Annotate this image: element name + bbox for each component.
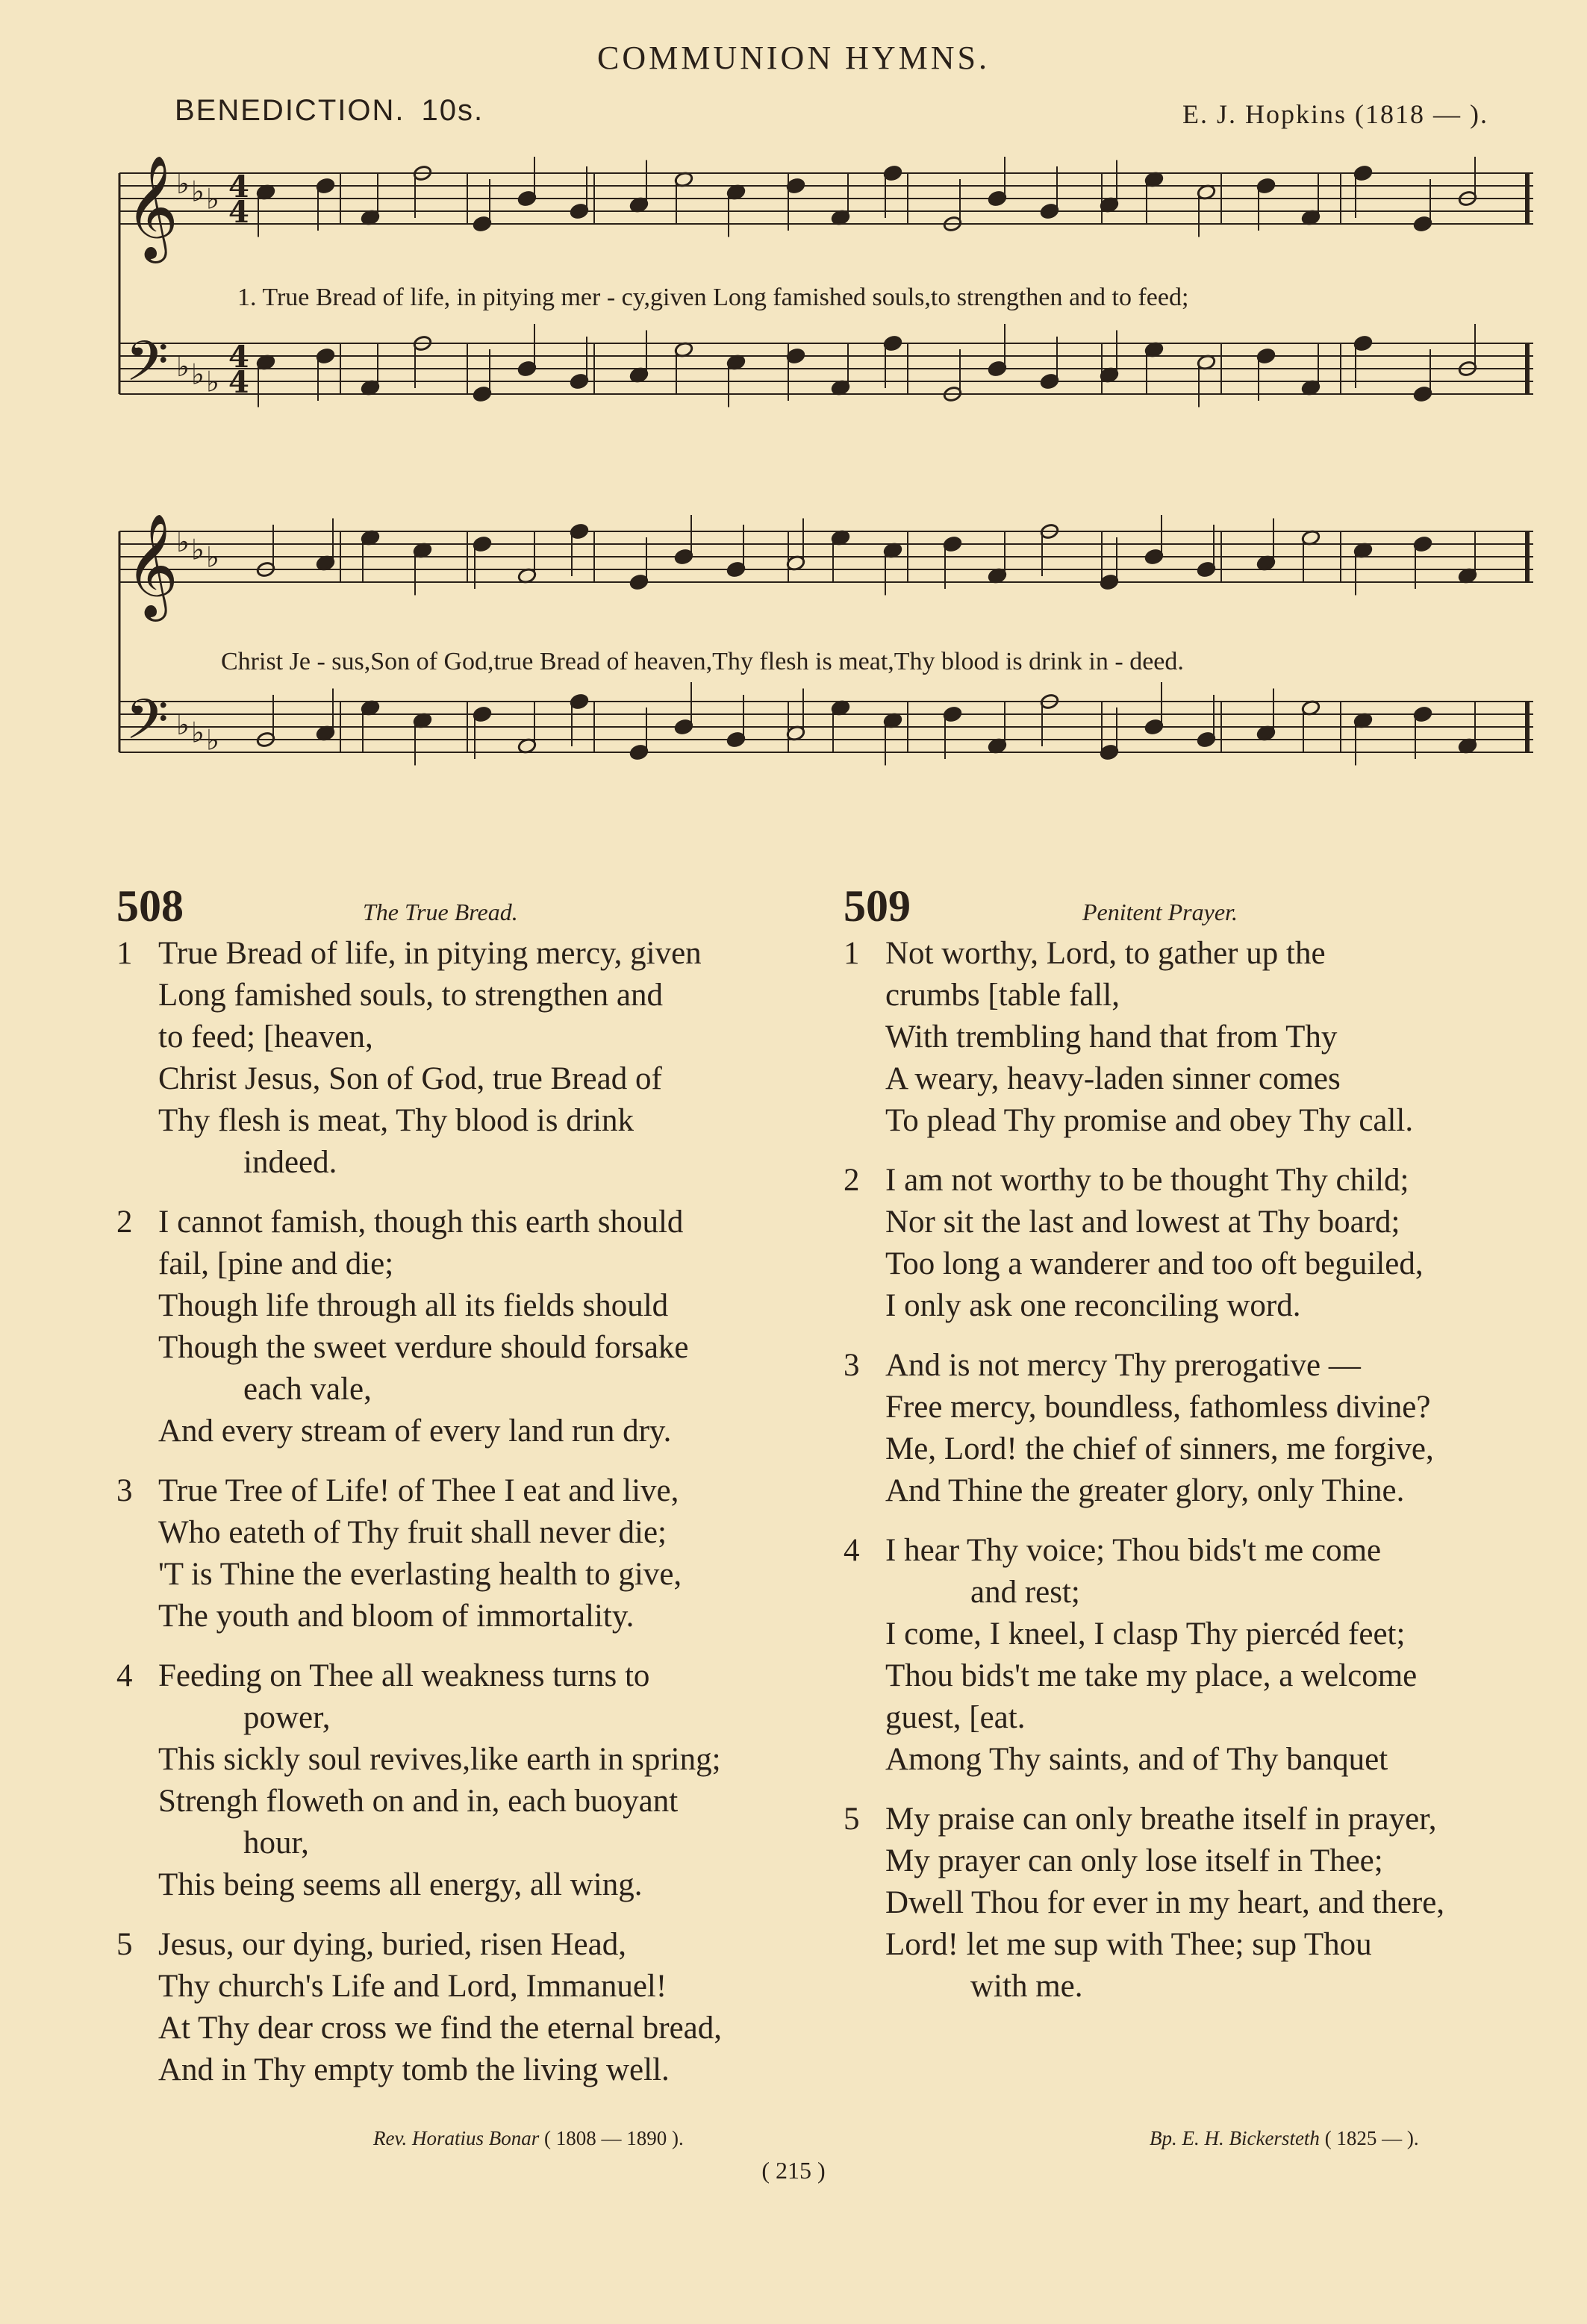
author-name: Bp. E. H. Bickersteth [1150,2127,1320,2149]
svg-text:♭: ♭ [191,175,205,208]
stanza-line-text: Free mercy, boundless, fathomless divine? [885,1390,1431,1425]
stanza-line-text: I cannot famish, though this earth should [158,1205,684,1240]
stanza-line [116,1411,818,1452]
stanza-line [844,933,1553,975]
svg-text:♭: ♭ [176,167,190,201]
stanza-line [116,933,818,975]
stanza-line-text: True Tree of Life! of Thee I eat and live, [158,1473,679,1508]
stanza-number: 3 [844,1348,860,1383]
stanza-line [116,1470,818,1512]
svg-text:♭: ♭ [191,716,205,749]
stanza-line-text: My prayer can only lose itself in Thee; [885,1843,1383,1878]
svg-text:♭: ♭ [191,533,205,566]
stanza-line [116,1864,818,1906]
stanza-line [844,1614,1553,1655]
stanza-line-text: Among Thy saints, and of Thy banquet [885,1742,1388,1777]
composer: E. J. Hopkins (1818 — ). [1182,99,1488,129]
stanza [116,1655,818,1906]
hymn-number: 508 [116,881,184,931]
stanza [844,1160,1553,1327]
stanza-line [844,1345,1553,1387]
svg-text:𝄞: 𝄞 [125,157,178,259]
stanza-line-text: hour, [243,1825,309,1861]
stanza-line [844,1243,1553,1285]
tune-name: BENEDICTION. [175,94,405,127]
stanza-line [116,1512,818,1554]
stanza-line [116,1781,818,1822]
stanza-number: 4 [844,1533,860,1568]
stanza-line [116,1202,818,1243]
stanza [116,1202,818,1452]
stanza-line [844,1058,1553,1100]
author-dates: ( 1808 — 1890 ). [543,2127,684,2149]
svg-text:4: 4 [228,195,249,230]
stanza-line [116,1142,818,1184]
stanza-number: 5 [116,1927,133,1962]
stanza-line [116,1243,818,1285]
hymn-508 [116,881,818,2109]
hymn-508-author [373,2127,684,2150]
stanza-line [844,1882,1553,1924]
running-title: COMMUNION HYMNS. [596,40,991,76]
stanza-line [844,1285,1553,1327]
stanza-number: 1 [844,936,860,971]
svg-text:♭: ♭ [206,182,219,216]
stanza-number: 2 [844,1163,860,1198]
hymn-text [116,933,818,2091]
music-staves-1 [116,157,1539,470]
stanza-line [844,1100,1553,1142]
stanza-line-text: guest, [eat. [885,1700,1026,1735]
stanza-line-text: I hear Thy voice; Thou bids't me come [885,1533,1382,1568]
author-name: Rev. Horatius Bonar [373,2127,540,2149]
stanza-line-text: True Bread of life, in pitying mercy, given [158,936,702,971]
hymn-title: The True Bread. [363,899,518,925]
hymn-title: Penitent Prayer. [1082,899,1238,925]
stanza-number: 4 [116,1658,133,1693]
stanza-line [844,1572,1553,1614]
stanza-line [844,1840,1553,1882]
stanza-number: 3 [116,1473,133,1508]
stanza-line-text: 'T is Thine the everlasting health to give, [158,1557,682,1592]
page-number: ( 215 ) [761,2157,826,2184]
stanza-line [116,1554,818,1596]
stanza-line-text: At Thy dear cross we find the eternal bread, [158,2011,722,2046]
hymn-509-author [1150,2127,1419,2150]
svg-text:♭: ♭ [176,525,190,559]
stanza-line-text: Jesus, our dying, buried, risen Head, [158,1927,626,1962]
stanza-line-text: with me. [970,1969,1083,2004]
stanza-line [116,1016,818,1058]
stanza-line-text: Christ Jesus, Son of God, true Bread of [158,1061,662,1096]
stanza-line [116,1924,818,1966]
stanza-line [844,1655,1553,1697]
lyrics-line-2: Christ Je - sus,Son of God,true Bread of heaven,Thy flesh is meat,Thy blood is drink in - deed. [221,648,1184,675]
stanza-line-text: And Thine the greater glory, only Thine. [885,1473,1405,1508]
stanza-line [844,1387,1553,1428]
stanza-line-text: I come, I kneel, I clasp Thy piercéd feet; [885,1617,1406,1652]
stanza-line-text: And in Thy empty tomb the living well. [158,2052,670,2087]
stanza-line [116,1822,818,1864]
stanza-line-text: Dwell Thou for ever in my heart, and there, [885,1885,1445,1920]
treble-staff [119,157,1533,263]
stanza-line [116,1739,818,1781]
stanza-line [844,1739,1553,1781]
stanza-line-text: And every stream of every land run dry. [158,1414,672,1449]
stanza-line-text: power, [243,1700,331,1735]
stanza-line [116,2008,818,2049]
stanza-line-text: Though the sweet verdure should forsake [158,1330,689,1365]
stanza-line-text: Though life through all its fields should [158,1288,669,1323]
stanza-line [844,1966,1553,2008]
svg-text:4: 4 [228,169,249,204]
bass-staff [119,324,1533,407]
svg-text:𝄢: 𝄢 [125,329,169,407]
stanza-number: 5 [844,1802,860,1837]
svg-text:♭: ♭ [206,723,219,757]
stanza-line [116,1655,818,1697]
stanza-line-text: fail, [pine and die; [158,1246,394,1281]
stanza-line-text: to feed; [heaven, [158,1019,373,1055]
stanza-line [116,1596,818,1637]
stanza-line-text: Too long a wanderer and too oft beguiled, [885,1246,1424,1281]
stanza [116,933,818,1184]
hymn-heading [116,881,818,933]
svg-text:𝄢: 𝄢 [125,687,169,766]
stanza-line-text: The youth and bloom of immortality. [158,1599,635,1634]
svg-text:♭: ♭ [206,365,219,399]
stanza-line [844,1697,1553,1739]
author-dates: ( 1825 — ). [1324,2127,1419,2149]
stanza-line [116,1966,818,2008]
stanza [116,1470,818,1637]
stanza-line-text: This being seems all energy, all wing. [158,1867,643,1902]
stanza-line-text: Who eateth of Thy fruit shall never die; [158,1515,667,1550]
stanza-line-text: This sickly soul revives,like earth in spring; [158,1742,721,1777]
stanza-number: 2 [116,1205,133,1240]
stanza [116,1924,818,2091]
stanza-line-text: And is not mercy Thy prerogative — [885,1348,1361,1383]
lyrics-line-1: 1. True Bread of life, in pitying mer - cy,given Long famished souls,to strengthen and to feed; [237,284,1189,311]
stanza [844,1530,1553,1781]
stanza-line [116,1369,818,1411]
svg-text:4: 4 [228,340,249,375]
stanza-line-text: Me, Lord! the chief of sinners, me forgive, [885,1431,1434,1466]
svg-text:4: 4 [228,365,249,400]
svg-text:𝄞: 𝄞 [125,515,178,617]
stanza-line [116,975,818,1016]
stanza-line-text: I am not worthy to be thought Thy child; [885,1163,1409,1198]
svg-text:♭: ♭ [191,357,205,391]
hymn-heading [844,881,1553,933]
stanza-line-text: Lord! let me sup with Thee; sup Thou [885,1927,1372,1962]
stanza-line [116,2049,818,2091]
stanza-line-text: and rest; [970,1575,1080,1610]
stanza-line [116,1100,818,1142]
stanza [844,1799,1553,2008]
stanza [844,1345,1553,1512]
stanza-line-text: indeed. [243,1145,337,1180]
stanza-line-text: Thy church's Life and Lord, Immanuel! [158,1969,667,2004]
stanza [844,933,1553,1142]
stanza-line-text: Feeding on Thee all weakness turns to [158,1658,650,1693]
stanza-line-text: With trembling hand that from Thy [885,1019,1338,1055]
stanza-line-text: Thou bids't me take my place, a welcome [885,1658,1418,1693]
bass-staff [119,682,1533,766]
stanza-line [116,1697,818,1739]
tune-header [175,94,484,128]
stanza-line-text: Strengh floweth on and in, each buoyant [158,1784,679,1819]
stanza-line-text: Not worthy, Lord, to gather up the [885,936,1326,971]
music-system-1 [116,157,1539,470]
stanza-number: 1 [116,936,133,971]
stanza-line [844,1530,1553,1572]
stanza-line-text: each vale, [243,1372,372,1407]
stanza-line-text: Nor sit the last and lowest at Thy board; [885,1205,1400,1240]
stanza-line-text: My praise can only breathe itself in prayer, [885,1802,1437,1837]
treble-staff [119,515,1533,622]
stanza-line-text: Long famished souls, to strengthen and [158,978,663,1013]
hymn-509 [844,881,1553,2025]
stanza-line [844,1016,1553,1058]
stanza-line-text: crumbs [table fall, [885,978,1120,1013]
stanza-line [116,1285,818,1327]
stanza-line [844,1160,1553,1202]
svg-text:♭: ♭ [176,350,190,384]
stanza-line [844,1470,1553,1512]
stanza-line [844,975,1553,1016]
stanza-line-text: I only ask one reconciling word. [885,1288,1301,1323]
stanza-line [844,1799,1553,1840]
stanza-line [844,1924,1553,1966]
stanza-line [844,1428,1553,1470]
stanza-line [116,1058,818,1100]
hymn-text [844,933,1553,2008]
hymn-number: 509 [844,881,911,931]
svg-text:♭: ♭ [176,708,190,742]
svg-text:♭: ♭ [206,540,219,574]
stanza-line-text: To plead Thy promise and obey Thy call. [885,1103,1414,1138]
tune-meter: 10s. [421,94,484,127]
stanza-line [844,1202,1553,1243]
stanza-line [116,1327,818,1369]
stanza-line-text: A weary, heavy-laden sinner comes [885,1061,1341,1096]
stanza-line-text: Thy flesh is meat, Thy blood is drink [158,1103,634,1138]
